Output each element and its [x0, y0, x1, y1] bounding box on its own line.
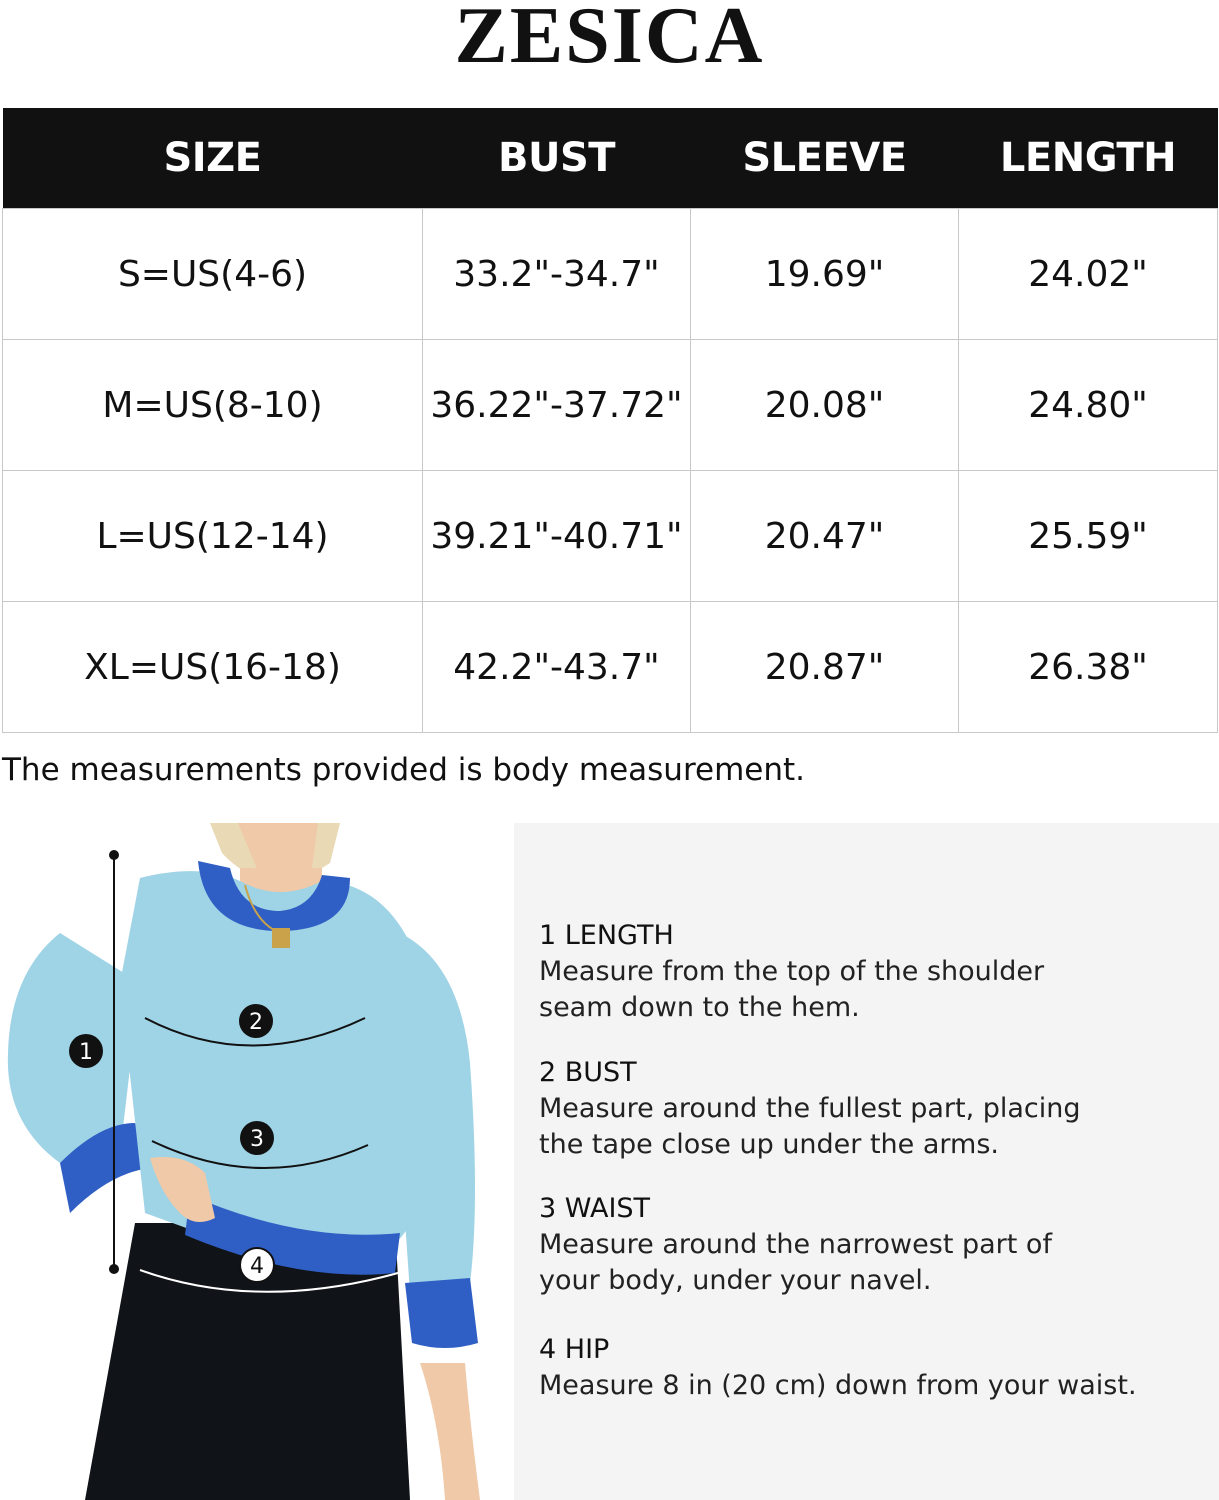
measurement-note: The measurements provided is body measurement.: [2, 752, 806, 788]
guide-description: Measure around the narrowest part of your body, under your navel.: [539, 1229, 1052, 1296]
necklace-pendant-shape: [272, 928, 290, 948]
guide-title: 3 WAIST: [539, 1193, 651, 1224]
marker-bust: [239, 1004, 273, 1038]
right-cuff-shape: [405, 1278, 478, 1348]
marker-hip: [240, 1248, 274, 1282]
guide-item-bust: [539, 1055, 1199, 1163]
guide-title: 1 LENGTH: [539, 920, 674, 951]
guide-description: Measure from the top of the shoulder seam down to the hem.: [539, 956, 1045, 1023]
table-row: [3, 471, 1218, 602]
guide-item-waist: [539, 1191, 1199, 1299]
cell-size: S=US(4-6): [3, 209, 423, 340]
length-line-bottom-dot: [109, 1264, 119, 1274]
svg-text:2: 2: [249, 1010, 263, 1035]
guide-description: Measure 8 in (20 cm) down from your waist.: [539, 1370, 1137, 1401]
guide-description: Measure around the fullest part, placing the tape close up under the arms.: [539, 1093, 1081, 1160]
cell-size: M=US(8-10): [3, 340, 423, 471]
length-line-top-dot: [109, 850, 119, 860]
cell-bust: 36.22"-37.72": [423, 340, 691, 471]
header-length: LENGTH: [959, 108, 1218, 209]
cell-sleeve: 20.87": [691, 602, 959, 733]
cell-bust: 33.2"-34.7": [423, 209, 691, 340]
table-row: [3, 209, 1218, 340]
guide-item-hip: [539, 1332, 1199, 1404]
header-sleeve: SLEEVE: [691, 108, 959, 209]
cell-length: 26.38": [959, 602, 1218, 733]
cell-size: XL=US(16-18): [3, 602, 423, 733]
cell-sleeve: 20.08": [691, 340, 959, 471]
measurement-guide-panel: [514, 823, 1219, 1500]
marker-waist: [240, 1121, 274, 1155]
guide-title: 4 HIP: [539, 1334, 610, 1365]
table-row: [3, 340, 1218, 471]
cell-sleeve: 20.47": [691, 471, 959, 602]
cell-length: 25.59": [959, 471, 1218, 602]
size-chart-table: [2, 108, 1218, 733]
cell-length: 24.80": [959, 340, 1218, 471]
guide-item-length: [539, 918, 1199, 1026]
header-size: SIZE: [3, 108, 423, 209]
svg-text:4: 4: [250, 1254, 264, 1279]
header-bust: BUST: [423, 108, 691, 209]
marker-length: [69, 1034, 103, 1068]
svg-text:1: 1: [79, 1040, 93, 1065]
guide-title: 2 BUST: [539, 1057, 637, 1088]
cell-sleeve: 19.69": [691, 209, 959, 340]
cell-bust: 39.21"-40.71": [423, 471, 691, 602]
cell-size: L=US(12-14): [3, 471, 423, 602]
table-header-row: [3, 108, 1218, 209]
cell-length: 24.02": [959, 209, 1218, 340]
model-measurement-photo: [0, 823, 514, 1500]
cell-bust: 42.2"-43.7": [423, 602, 691, 733]
brand-logo: ZESICA: [454, 0, 765, 80]
svg-text:3: 3: [250, 1127, 264, 1152]
table-row: [3, 602, 1218, 733]
